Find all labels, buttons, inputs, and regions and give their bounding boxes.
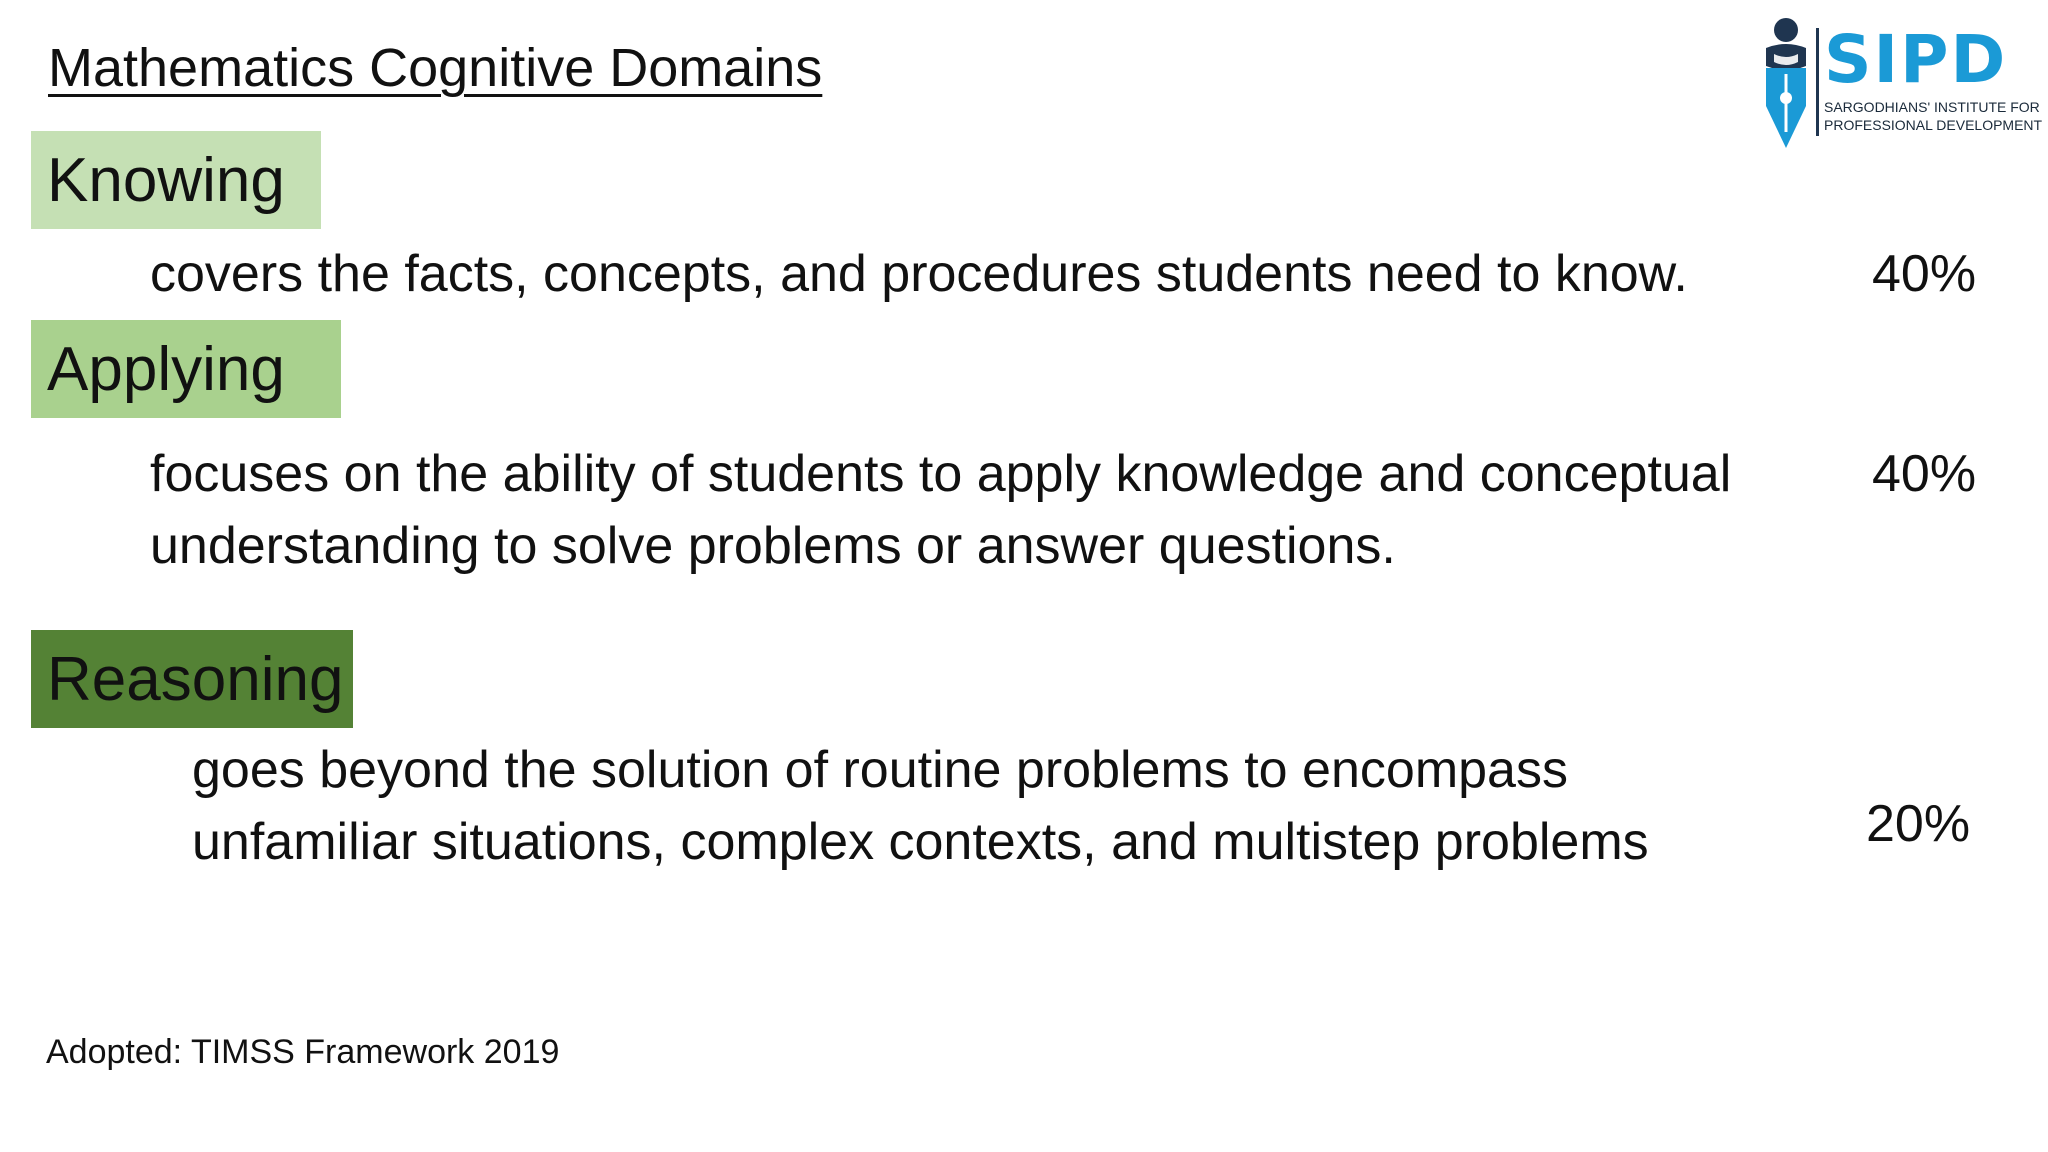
domain-description-reasoning bbox=[192, 734, 1792, 878]
domain-description-applying bbox=[150, 438, 1850, 582]
domain-label-knowing: Knowing bbox=[31, 131, 321, 229]
description-line: goes beyond the solution of routine problems to encompass bbox=[192, 741, 1568, 799]
logo-subtitle-line: SARGODHIANS' INSTITUTE FOR bbox=[1824, 99, 2040, 115]
logo-wordmark: SIPD bbox=[1824, 21, 2008, 98]
domain-description-knowing: covers the facts, concepts, and procedures students need to know. bbox=[150, 245, 1688, 303]
logo-divider bbox=[1816, 28, 1819, 136]
domain-percent-knowing: 40% bbox=[1872, 245, 1977, 303]
pen-nib-person-icon bbox=[1752, 14, 1822, 154]
description-line: understanding to solve problems or answer questions. bbox=[150, 517, 1396, 575]
source-footnote: Adopted: TIMSS Framework 2019 bbox=[46, 1033, 560, 1071]
domain-percent-reasoning: 20% bbox=[1866, 795, 1971, 853]
description-line: focuses on the ability of students to apply knowledge and conceptual bbox=[150, 445, 1732, 503]
description-line: unfamiliar situations, complex contexts, and multistep problems bbox=[192, 813, 1649, 871]
slide-title: Mathematics Cognitive Domains bbox=[48, 38, 823, 98]
logo-subtitle bbox=[1824, 98, 2042, 134]
sipd-logo bbox=[1752, 14, 2043, 154]
domain-label-reasoning: Reasoning bbox=[31, 630, 353, 728]
domain-label-applying: Applying bbox=[31, 320, 341, 418]
domain-percent-applying: 40% bbox=[1872, 445, 1977, 503]
logo-subtitle-line: PROFESSIONAL DEVELOPMENT bbox=[1824, 117, 2043, 133]
